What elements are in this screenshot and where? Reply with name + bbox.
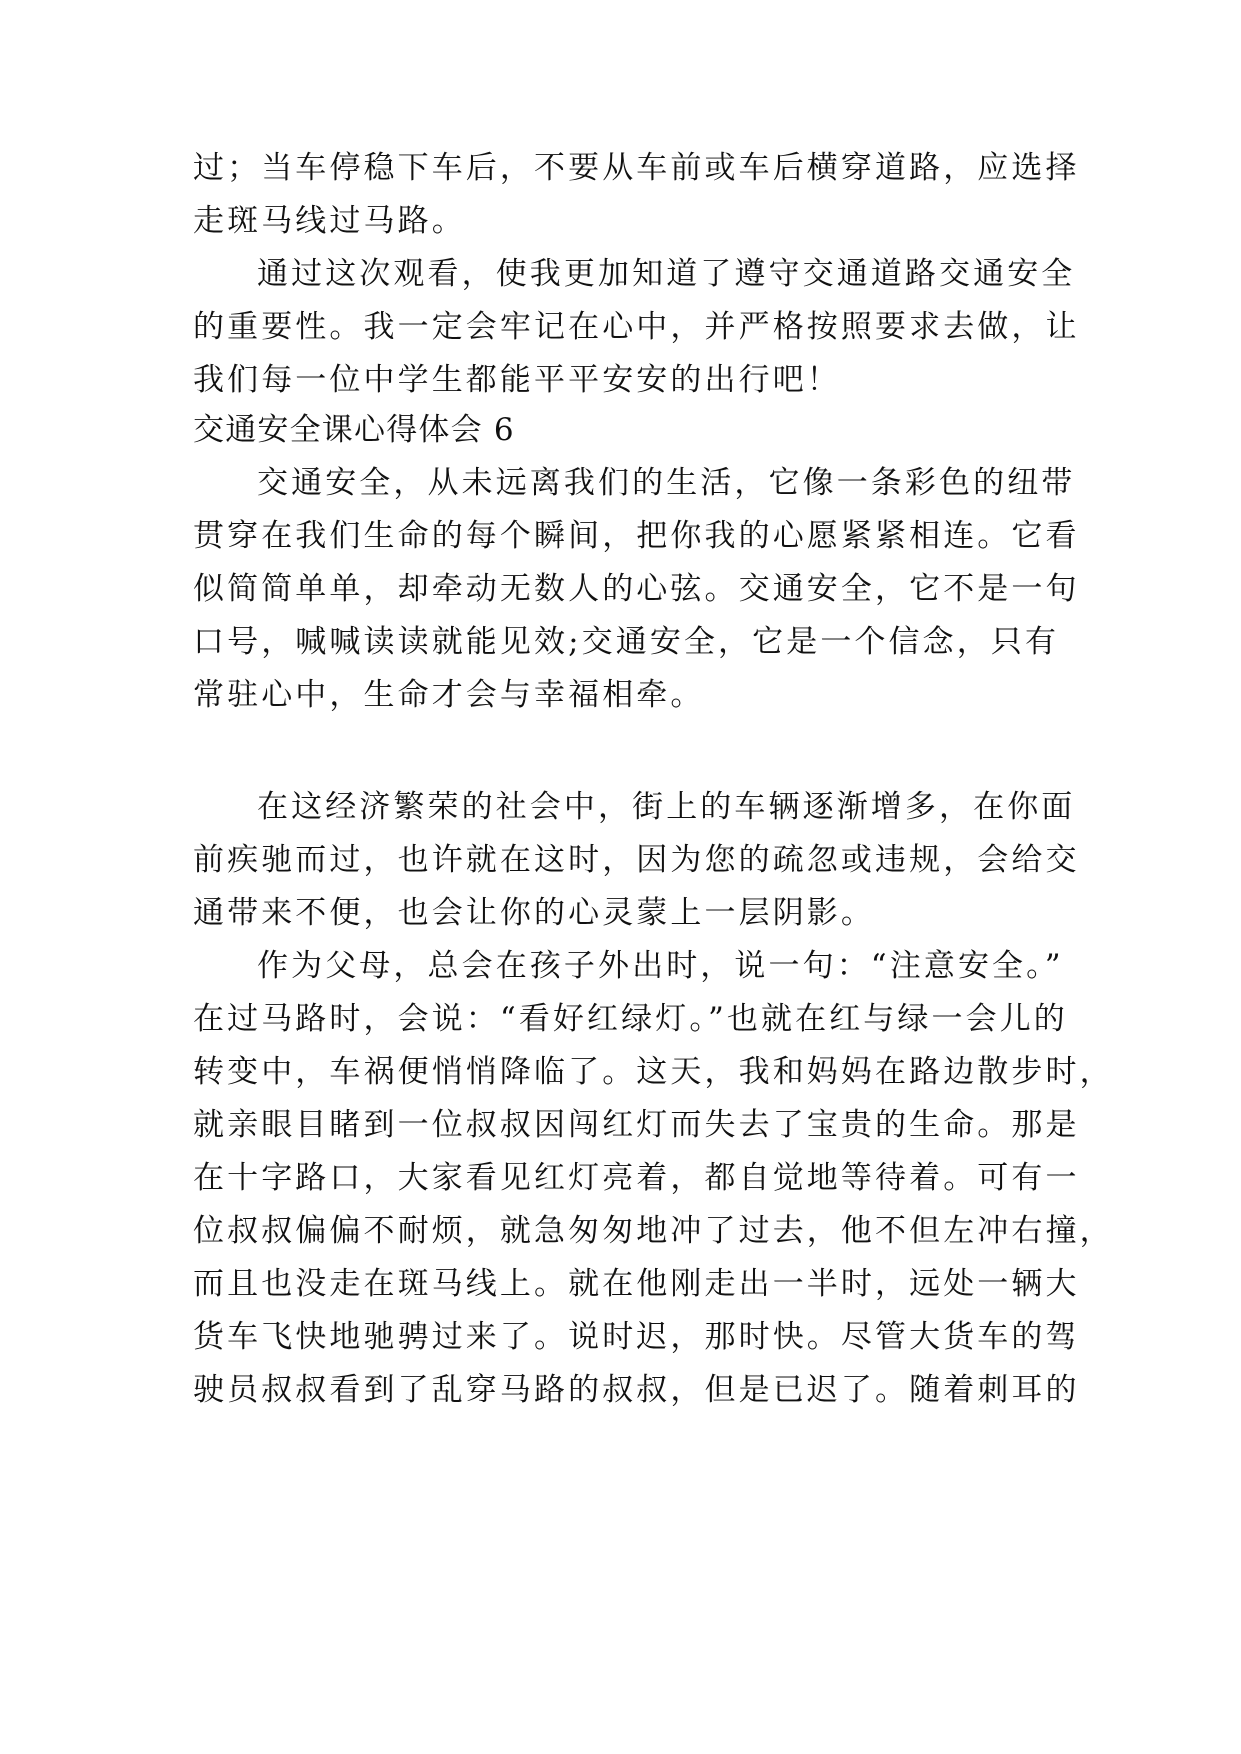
text-line: 通过这次观看，使我更加知道了遵守交通道路交通安全 — [257, 256, 1076, 292]
text-line: 在十字路口，大家看见红灯亮着，都自觉地等待着。可有一 — [193, 1160, 1080, 1196]
text-line: 口号，喊喊读读就能见效;交通安全，它是一个信念，只有 — [193, 624, 1060, 660]
text-line: 贯穿在我们生命的每个瞬间，把你我的心愿紧紧相连。它看 — [193, 518, 1080, 554]
text-line: 在过马路时，会说：“看好红绿灯。”也就在红与绿一会儿的 — [193, 1001, 1068, 1037]
text-line: 而且也没走在斑马线上。就在他刚走出一半时，远处一辆大 — [193, 1266, 1080, 1302]
text-line: 似简简单单，却牵动无数人的心弦。交通安全，它不是一句 — [193, 571, 1080, 607]
text-line: 在这经济繁荣的社会中，街上的车辆逐渐增多，在你面 — [257, 789, 1076, 825]
text-line: 前疾驰而过，也许就在这时，因为您的疏忽或违规，会给交 — [193, 842, 1080, 878]
text-line: 就亲眼目睹到一位叔叔因闯红灯而失去了宝贵的生命。那是 — [193, 1107, 1080, 1143]
text-line: 常驻心中，生命才会与幸福相牵。 — [193, 677, 705, 713]
text-line: 过；当车停稳下车后，不要从车前或车后横穿道路，应选择 — [193, 150, 1080, 186]
text-line: 转变中，车祸便悄悄降临了。这天，我和妈妈在路边散步时， — [193, 1054, 1114, 1090]
section-heading: 交通安全课心得体会 6 — [193, 412, 515, 448]
text-line: 走斑马线过马路。 — [193, 203, 466, 239]
text-line: 位叔叔偏偏不耐烦，就急匆匆地冲了过去，他不但左冲右撞， — [193, 1213, 1114, 1249]
text-line: 交通安全，从未远离我们的生活，它像一条彩色的纽带 — [257, 465, 1076, 501]
text-line: 驶员叔叔看到了乱穿马路的叔叔，但是已迟了。随着刺耳的 — [193, 1372, 1080, 1408]
text-line: 通带来不便，也会让你的心灵蒙上一层阴影。 — [193, 895, 875, 931]
text-line: 我们每一位中学生都能平平安安的出行吧！ — [193, 362, 841, 398]
text-line: 的重要性。我一定会牢记在心中，并严格按照要求去做，让 — [193, 309, 1080, 345]
text-line: 货车飞快地驰骋过来了。说时迟，那时快。尽管大货车的驾 — [193, 1319, 1080, 1355]
text-line: 作为父母，总会在孩子外出时，说一句：“注意安全。” — [257, 948, 1064, 984]
